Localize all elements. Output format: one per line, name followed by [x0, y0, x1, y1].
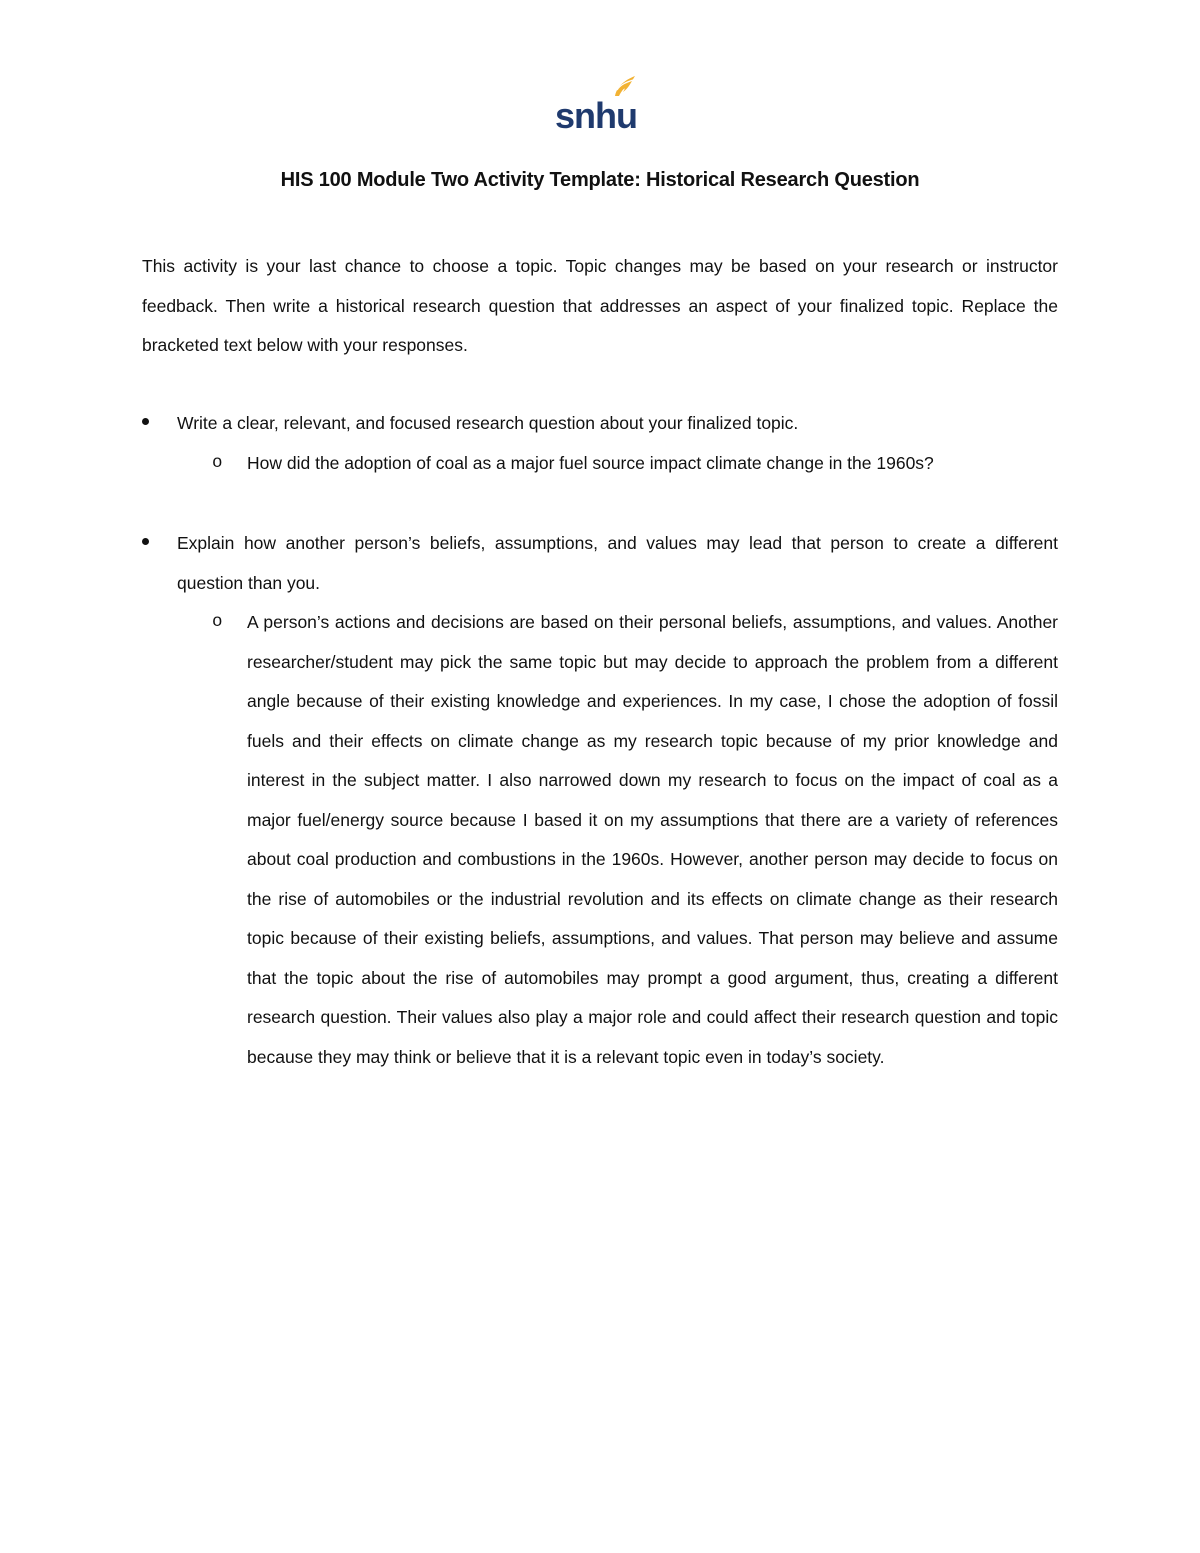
snhu-logo-graphic: [553, 72, 643, 134]
bullet-text: Write a clear, relevant, and focused research question about your finalized topic.: [177, 413, 799, 433]
answer-explanation: A person’s actions and decisions are based on their personal beliefs, assumptions, and values. Another researcher/student may pick the same topic but may decide to approach the problem from a different angle because of their existing knowledge and experiences. In my case, I chose the adoption of fossil fuels and their effects on climate change as my research topic because of my prior knowledge and interest in the subject matter. I also narrowed down my research to focus on the impact of coal as a major fuel/energy source because I based it on my assumptions that there are a variety of references about coal production and combustions in the 1960s. However, another person may decide to focus on the rise of automobiles or the industrial revolution and its effects on climate change as their research topic because of their existing beliefs, assumptions, and values. That person may believe and assume that the topic about the rise of automobiles may prompt a good argument, thus, creating a different research question. Their values also play a major role and could affect their research question and topic because they may think or believe that it is a relevant topic even in today’s society.: [247, 612, 1058, 1067]
document-title: HIS 100 Module Two Activity Template: Historical Research Question: [280, 169, 920, 191]
bullet-icon: [142, 538, 149, 545]
sub-bullet-icon: o: [212, 612, 223, 632]
answer-research-question: How did the adoption of coal as a major fuel source impact climate change in the 1960s?: [247, 453, 934, 473]
sub-list-item: [212, 603, 1058, 1163]
snhu-logo: [553, 72, 643, 134]
flame-icon: [615, 76, 635, 96]
bullet-icon: [142, 418, 149, 425]
sub-bullet-icon: o: [212, 453, 223, 473]
bullet-text: Explain how another person’s beliefs, assumptions, and values may lead that person to create a different question than you.: [177, 533, 1058, 593]
svg-text:snhu: snhu: [555, 95, 637, 134]
sub-list-item: [212, 444, 1058, 484]
list-item: [142, 404, 1058, 444]
intro-paragraph: This activity is your last chance to choose a topic. Topic changes may be based on your research or instructor feedback. Then write a historical research question that addresses an aspect of your finalized topic. Replace the bracketed text below with your responses.: [142, 256, 1058, 355]
list-item: [142, 524, 1058, 604]
